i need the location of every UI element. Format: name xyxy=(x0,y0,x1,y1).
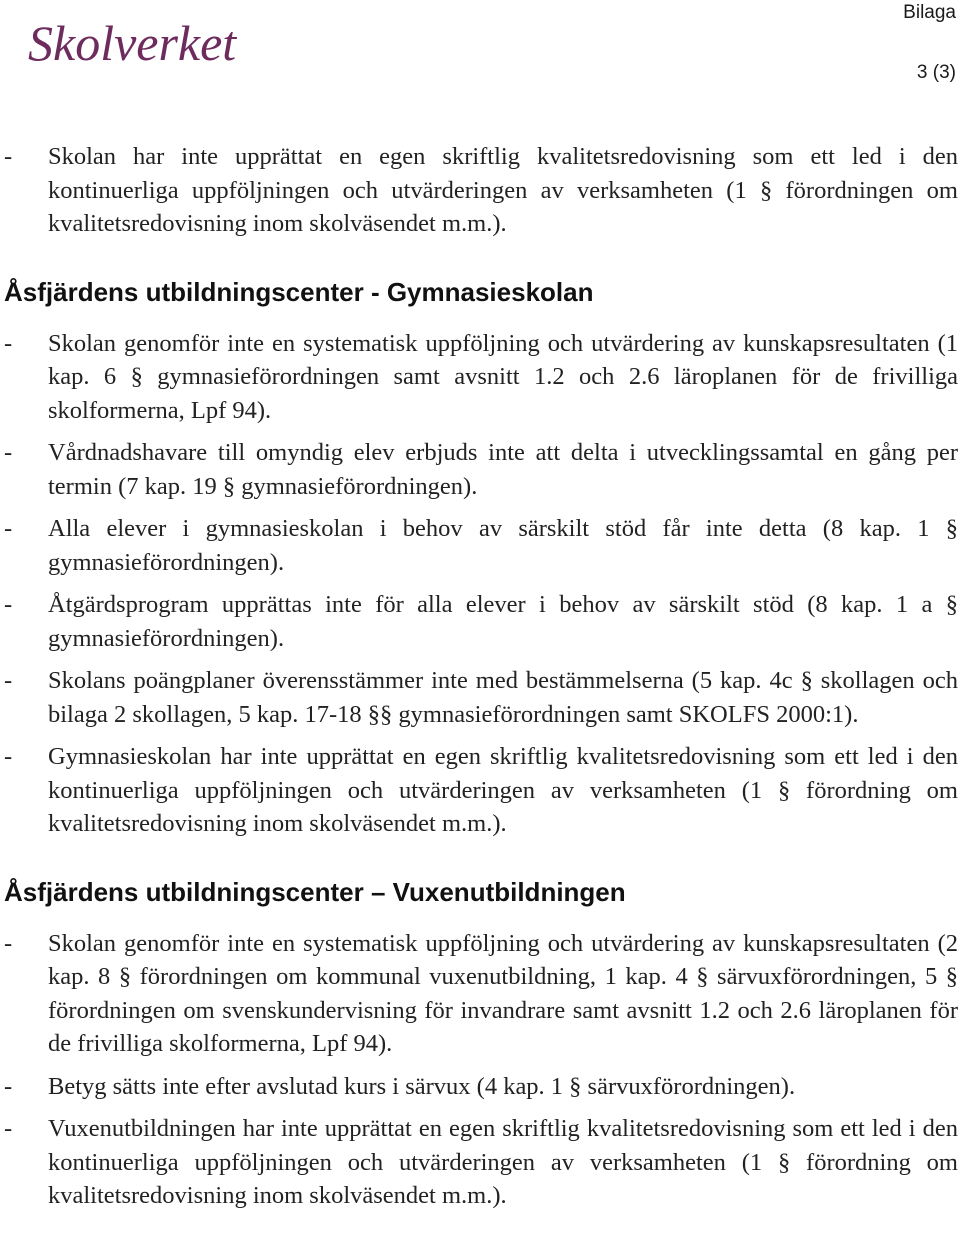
list-item-text: Vårdnadshavare till omyndig elev erbjuds inte att delta i utvecklingssamtal en gång per termin (7 kap. 19 § gymnasieförordningen). xyxy=(48,439,958,500)
list-item-text: Gymnasieskolan har inte upprättat en egen skriftlig kvalitetsredovisning som ett led i den kontinuerliga uppföljningen och utvärderingen av verksamheten (1 § förordning om kvalitetsredovisning inom skolväsendet m.m.). xyxy=(48,743,958,837)
list-item-text: Skolan genomför inte en systematisk uppföljning och utvärdering av kunskapsresultaten (2 kap. 8 § förordningen om kommunal vuxenutbildning, 1 kap. 4 § särvuxförordningen, 5 § förordningen om svenskundervisning för invandrare samt avsnitt 1.2 och 2.6 läroplanen för de frivilliga skolformerna, Lpf 94). xyxy=(48,929,958,1057)
bullet-dash: - xyxy=(4,743,13,770)
bullet-dash: - xyxy=(4,591,13,618)
list-item xyxy=(4,588,958,655)
list-item xyxy=(4,436,958,503)
list-item xyxy=(4,740,958,841)
bullet-dash: - xyxy=(4,929,13,957)
list-item-text: Skolan genomför inte en systematisk uppföljning och utvärdering av kunskapsresultaten (1 kap. 6 § gymnasieförordningen samt avsnitt 1.2 och 2.6 läroplanen för de frivilliga skolformerna, Lpf 94). xyxy=(48,329,958,424)
page-number: 3 (3) xyxy=(916,62,956,83)
list-item-text: Skolan har inte upprättat en egen skriftlig kvalitetsredovisning som ett led i den kontinuerliga uppföljningen och utvärderingen av verksamheten (1 § förordningen om kvalitetsredovisning inom skolväsendet m.m.). xyxy=(48,143,958,237)
list-item-text: Alla elever i gymnasieskolan i behov av särskilt stöd får inte detta (8 kap. 1 § gymnasieförordningen). xyxy=(48,515,958,576)
bullet-dash: - xyxy=(4,667,13,694)
skolverket-logo xyxy=(28,14,288,78)
list-item-text: Vuxenutbildningen har inte upprättat en egen skriftlig kvalitetsredovisning som ett led i den kontinuerliga uppföljningen och utvärderingen av verksamheten (1 § förordning om kvalitetsredovisning inom skolväsendet m.m.). xyxy=(48,1115,958,1209)
bullet-dash: - xyxy=(4,439,13,466)
bullet-dash: - xyxy=(4,143,13,170)
section-heading-gymnasieskolan: Åsfjärdens utbildningscenter - Gymnasieskolan xyxy=(4,276,594,307)
section-heading-vuxenutbildningen: Åsfjärdens utbildningscenter – Vuxenutbildningen xyxy=(4,876,626,907)
list-item xyxy=(4,1112,958,1213)
logo-wordmark: Skolverket xyxy=(28,15,237,71)
bullet-dash: - xyxy=(4,1072,13,1100)
list-item xyxy=(4,927,958,1061)
bullet-dash: - xyxy=(4,515,13,542)
appendix-label: Bilaga xyxy=(903,2,956,23)
list-item-text: Åtgärdsprogram upprättas inte för alla elever i behov av särskilt stöd (8 kap. 1 a § gymnasieförordningen). xyxy=(48,591,958,652)
document-body xyxy=(4,140,958,1213)
list-item-text: Betyg sätts inte efter avslutad kurs i särvux (4 kap. 1 § särvuxförordningen). xyxy=(48,1072,796,1100)
list-item xyxy=(4,512,958,579)
list-item xyxy=(4,327,958,428)
list-item-text: Skolans poängplaner överensstämmer inte med bestämmelserna (5 kap. 4c § skollagen och bilaga 2 skollagen, 5 kap. 17-18 §§ gymnasieförordningen samt SKOLFS 2000:1). xyxy=(48,667,958,728)
list-item xyxy=(4,664,958,731)
list-item xyxy=(4,140,958,241)
bullet-dash: - xyxy=(4,1115,13,1142)
list-item xyxy=(4,1070,958,1104)
bullet-dash: - xyxy=(4,329,13,357)
